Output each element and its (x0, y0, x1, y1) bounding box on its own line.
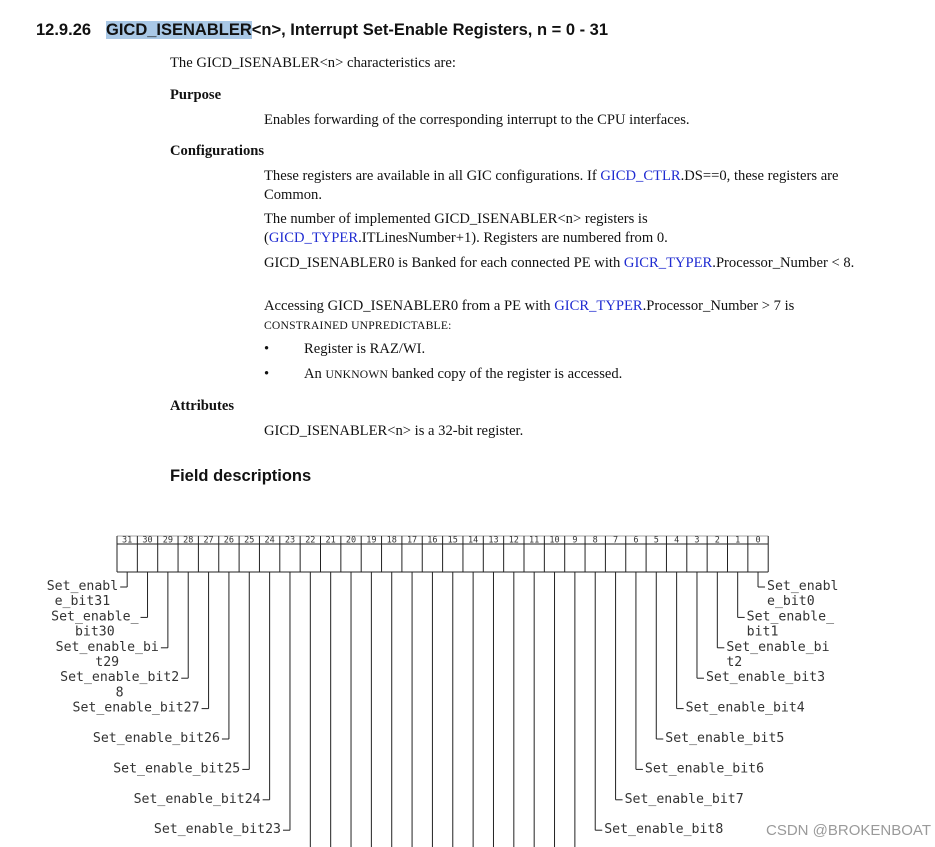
field-descriptions-heading: Field descriptions (170, 467, 312, 485)
bit-number-5: 5 (653, 535, 659, 546)
bullet-2-text-a: An (304, 366, 326, 382)
field-label-bit7: Set_enable_bit7 (624, 791, 744, 807)
bit-number-30: 30 (142, 535, 153, 546)
bit-number-12: 12 (508, 535, 519, 546)
bit-number-0: 0 (755, 535, 761, 546)
bit-number-1: 1 (735, 535, 741, 546)
field-label-bit1: bit1 (746, 624, 779, 640)
bit-number-24: 24 (264, 535, 275, 546)
config-p1-text-b: .DS==0, these registers are Common. (264, 168, 839, 203)
bit-number-17: 17 (406, 535, 418, 546)
configurations-label: Configurations (170, 143, 265, 159)
bit-number-16: 16 (427, 535, 438, 546)
attributes-text: GICD_ISENABLER<n> is a 32-bit register. (264, 423, 524, 439)
section-number: 12.9.26 (36, 21, 92, 39)
bit-number-25: 25 (244, 535, 255, 546)
config-p3-text-a: GICD_ISENABLER0 is Banked for each connected PE with (264, 255, 624, 271)
bullet-2-text-b: banked copy of the register is accessed. (388, 366, 623, 382)
field-label-bit29: t29 (95, 655, 120, 670)
config-p4-text-a: Accessing GICD_ISENABLER0 from a PE with (264, 298, 555, 314)
config-p4-text-b: .Processor_Number > 7 is (642, 298, 795, 314)
bit-number-3: 3 (694, 535, 700, 546)
bit-number-9: 9 (572, 535, 578, 546)
bullet-dot-1: • (264, 341, 270, 357)
field-label-bit31: Set_enabl (46, 579, 119, 594)
section-title: <n>, Interrupt Set-Enable Registers, n = 0 - 31 (251, 21, 609, 39)
field-label-bit6: Set_enable_bit6 (644, 761, 765, 777)
field-label-bit31: e_bit31 (54, 594, 111, 610)
gicr-typer-link-2[interactable]: GICR_TYPER (554, 298, 643, 314)
config-p1-text-a: These registers are available in all GIC configurations. If (264, 168, 601, 184)
field-label-bit28: Set_enable_bit2 (60, 670, 180, 686)
bit-number-7: 7 (613, 535, 619, 546)
field-label-bit2: Set_enable_bi (726, 639, 830, 655)
field-label-bit25: Set_enable_bit25 (113, 761, 241, 777)
config-p2-text-a: The number of implemented GICD_ISENABLER<n> registers is ( (264, 211, 648, 246)
bullet-dot-2: • (264, 366, 270, 382)
field-label-bit0: e_bit0 (767, 594, 815, 610)
bit-number-11: 11 (529, 535, 540, 546)
field-label-bit29: Set_enable_bi (55, 639, 159, 655)
field-label-bit0: Set_enabl (767, 579, 839, 594)
field-label-bit5: Set_enable_bit5 (665, 731, 785, 746)
bit-number-14: 14 (468, 535, 479, 546)
field-label-bit28: 8 (115, 685, 124, 701)
watermark: CSDN @BROKENBOAT (766, 822, 931, 839)
bit-number-8: 8 (592, 535, 598, 546)
field-label-bit23: Set_enable_bit23 (153, 822, 281, 838)
intro-text: The GICD_ISENABLER<n> characteristics are: (170, 55, 456, 71)
bit-number-22: 22 (305, 535, 316, 546)
bullet-item-1: Register is RAZ/WI. (304, 341, 426, 357)
config-p3-text-b: .Processor_Number < 8. (712, 255, 855, 271)
field-label-bit2: t2 (726, 655, 743, 670)
config-p2-text-b: .ITLinesNumber+1). Registers are numbered from 0. (358, 230, 668, 246)
bit-number-29: 29 (162, 535, 173, 546)
unknown-smallcaps: UNKNOWN (325, 368, 389, 381)
register-name-highlight[interactable]: GICD_ISENABLER (106, 21, 252, 39)
attributes-label: Attributes (170, 398, 235, 414)
field-label-bit1: Set_enable_ (746, 609, 835, 625)
field-label-bit27: Set_enable_bit27 (72, 700, 200, 716)
field-label-bit26: Set_enable_bit26 (92, 731, 220, 746)
bit-number-10: 10 (549, 535, 560, 546)
field-label-bit3: Set_enable_bit3 (705, 670, 826, 686)
bit-number-18: 18 (386, 535, 397, 546)
bit-number-2: 2 (714, 535, 720, 546)
gicd-typer-link[interactable]: GICD_TYPER (268, 230, 359, 246)
field-label-bit30: Set_enable_ (51, 609, 139, 625)
bit-number-23: 23 (284, 535, 296, 546)
field-label-bit8: Set_enable_bit8 (604, 822, 724, 838)
bit-number-28: 28 (183, 535, 194, 546)
bit-number-15: 15 (447, 535, 458, 546)
field-label-bit4: Set_enable_bit4 (685, 700, 805, 716)
bit-number-13: 13 (488, 535, 499, 546)
bit-number-20: 20 (345, 535, 357, 546)
constrained-unpredictable-text: CONSTRAINED UNPREDICTABLE: (264, 319, 452, 332)
gicd-ctlr-link[interactable]: GICD_CTLR (600, 168, 681, 184)
purpose-text: Enables forwarding of the corresponding interrupt to the CPU interfaces. (264, 112, 690, 128)
field-label-bit30: bit30 (74, 624, 115, 640)
field-label-bit24: Set_enable_bit24 (133, 791, 261, 807)
bit-number-26: 26 (223, 535, 235, 546)
bit-number-4: 4 (674, 535, 680, 546)
purpose-label: Purpose (170, 87, 222, 103)
bit-number-19: 19 (366, 535, 377, 546)
bit-number-21: 21 (325, 535, 336, 546)
bit-number-6: 6 (633, 535, 639, 546)
bit-number-31: 31 (122, 535, 133, 546)
gicr-typer-link-1[interactable]: GICR_TYPER (623, 255, 713, 271)
bit-number-27: 27 (203, 535, 214, 546)
